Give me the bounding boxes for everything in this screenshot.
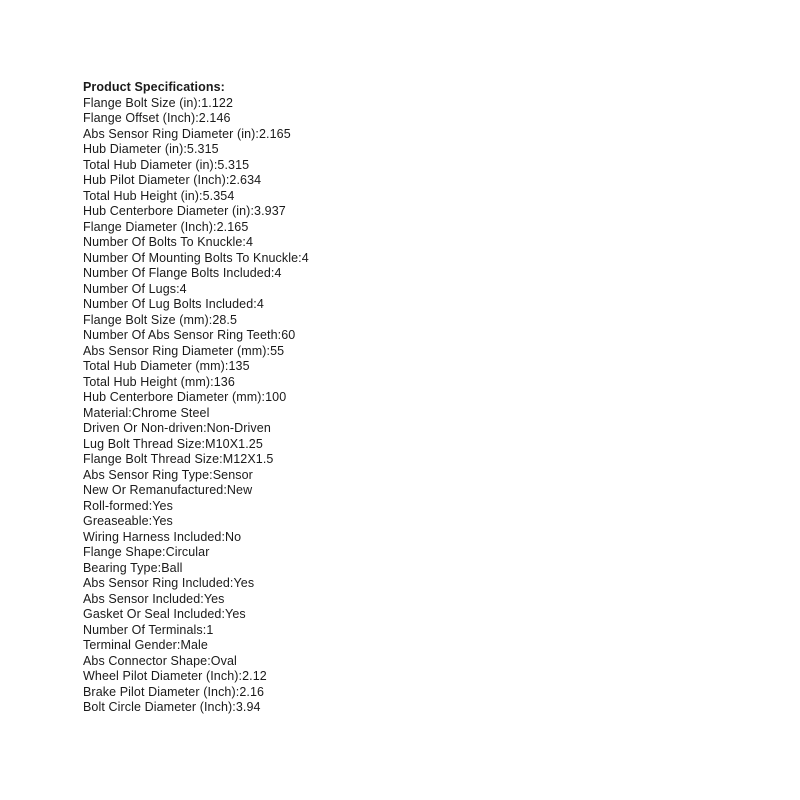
spec-line-hub-pilot-diameter: Hub Pilot Diameter (Inch):2.634 (83, 173, 262, 187)
spec-line-roll-formed: Roll-formed:Yes (83, 498, 173, 513)
spec-line-terminal-gender: Terminal Gender:Male (83, 638, 208, 652)
spec-line-brake-pilot-diameter: Brake Pilot Diameter (Inch):2.16 (83, 684, 265, 699)
spec-line-number-of-terminals: Number Of Terminals:1 (83, 622, 214, 637)
spec-line-bolts-to-knuckle: Number Of Bolts To Knuckle:4 (83, 235, 254, 249)
spec-line-material: Material:Chrome Steel (83, 405, 210, 420)
spec-line-lug-bolts-included: Number Of Lug Bolts Included:4 (83, 297, 264, 311)
spec-line-bearing-type: Bearing Type:Ball (83, 560, 183, 575)
spec-line-total-hub-height-in: Total Hub Height (in):5.354 (83, 188, 235, 203)
spec-line-flange-bolts-included: Number Of Flange Bolts Included:4 (83, 266, 282, 280)
spec-line-flange-shape: Flange Shape:Circular (83, 545, 210, 559)
spec-line-mounting-bolts-to-knuckle: Number Of Mounting Bolts To Knuckle:4 (83, 250, 309, 265)
product-specifications-block (83, 80, 309, 716)
spec-line-abs-sensor-ring-included: Abs Sensor Ring Included:Yes (83, 576, 255, 590)
spec-line-wheel-pilot-diameter: Wheel Pilot Diameter (Inch):2.12 (83, 669, 267, 683)
spec-line-driven: Driven Or Non-driven:Non-Driven (83, 421, 271, 435)
spec-line-lug-bolt-thread-size: Lug Bolt Thread Size:M10X1.25 (83, 436, 263, 451)
spec-line-new-or-remanufactured: New Or Remanufactured:New (83, 483, 253, 497)
spec-line-abs-sensor-ring-diameter-mm: Abs Sensor Ring Diameter (mm):55 (83, 343, 285, 358)
spec-line-flange-bolt-size-in: Flange Bolt Size (in):1.122 (83, 95, 234, 110)
spec-line-abs-sensor-ring-diameter-in: Abs Sensor Ring Diameter (in):2.165 (83, 126, 291, 141)
spec-line-abs-connector-shape: Abs Connector Shape:Oval (83, 653, 237, 668)
spec-line-number-of-lugs: Number Of Lugs:4 (83, 281, 187, 296)
spec-line-hub-diameter: Hub Diameter (in):5.315 (83, 142, 219, 156)
spec-line-total-hub-height-mm: Total Hub Height (mm):136 (83, 374, 235, 389)
spec-line-hub-centerbore-diameter-in: Hub Centerbore Diameter (in):3.937 (83, 204, 286, 218)
spec-line-abs-sensor-ring-teeth: Number Of Abs Sensor Ring Teeth:60 (83, 328, 296, 342)
spec-line-greaseable: Greaseable:Yes (83, 514, 173, 528)
spec-line-flange-diameter: Flange Diameter (Inch):2.165 (83, 219, 249, 234)
spec-line-bolt-circle-diameter: Bolt Circle Diameter (Inch):3.94 (83, 700, 261, 714)
spec-line-total-hub-diameter-mm: Total Hub Diameter (mm):135 (83, 359, 250, 373)
specifications-title: Product Specifications: (83, 80, 225, 94)
spec-line-flange-bolt-size-mm: Flange Bolt Size (mm):28.5 (83, 312, 238, 327)
spec-line-gasket-or-seal-included: Gasket Or Seal Included:Yes (83, 607, 246, 621)
spec-line-hub-centerbore-diameter-mm: Hub Centerbore Diameter (mm):100 (83, 390, 287, 404)
spec-line-abs-sensor-included: Abs Sensor Included:Yes (83, 591, 225, 606)
spec-line-total-hub-diameter-in: Total Hub Diameter (in):5.315 (83, 157, 250, 172)
spec-line-abs-sensor-ring-type: Abs Sensor Ring Type:Sensor (83, 467, 253, 482)
spec-line-flange-offset: Flange Offset (Inch):2.146 (83, 111, 231, 125)
spec-line-wiring-harness-included: Wiring Harness Included:No (83, 529, 242, 544)
spec-line-flange-bolt-thread-size: Flange Bolt Thread Size:M12X1.5 (83, 452, 274, 466)
